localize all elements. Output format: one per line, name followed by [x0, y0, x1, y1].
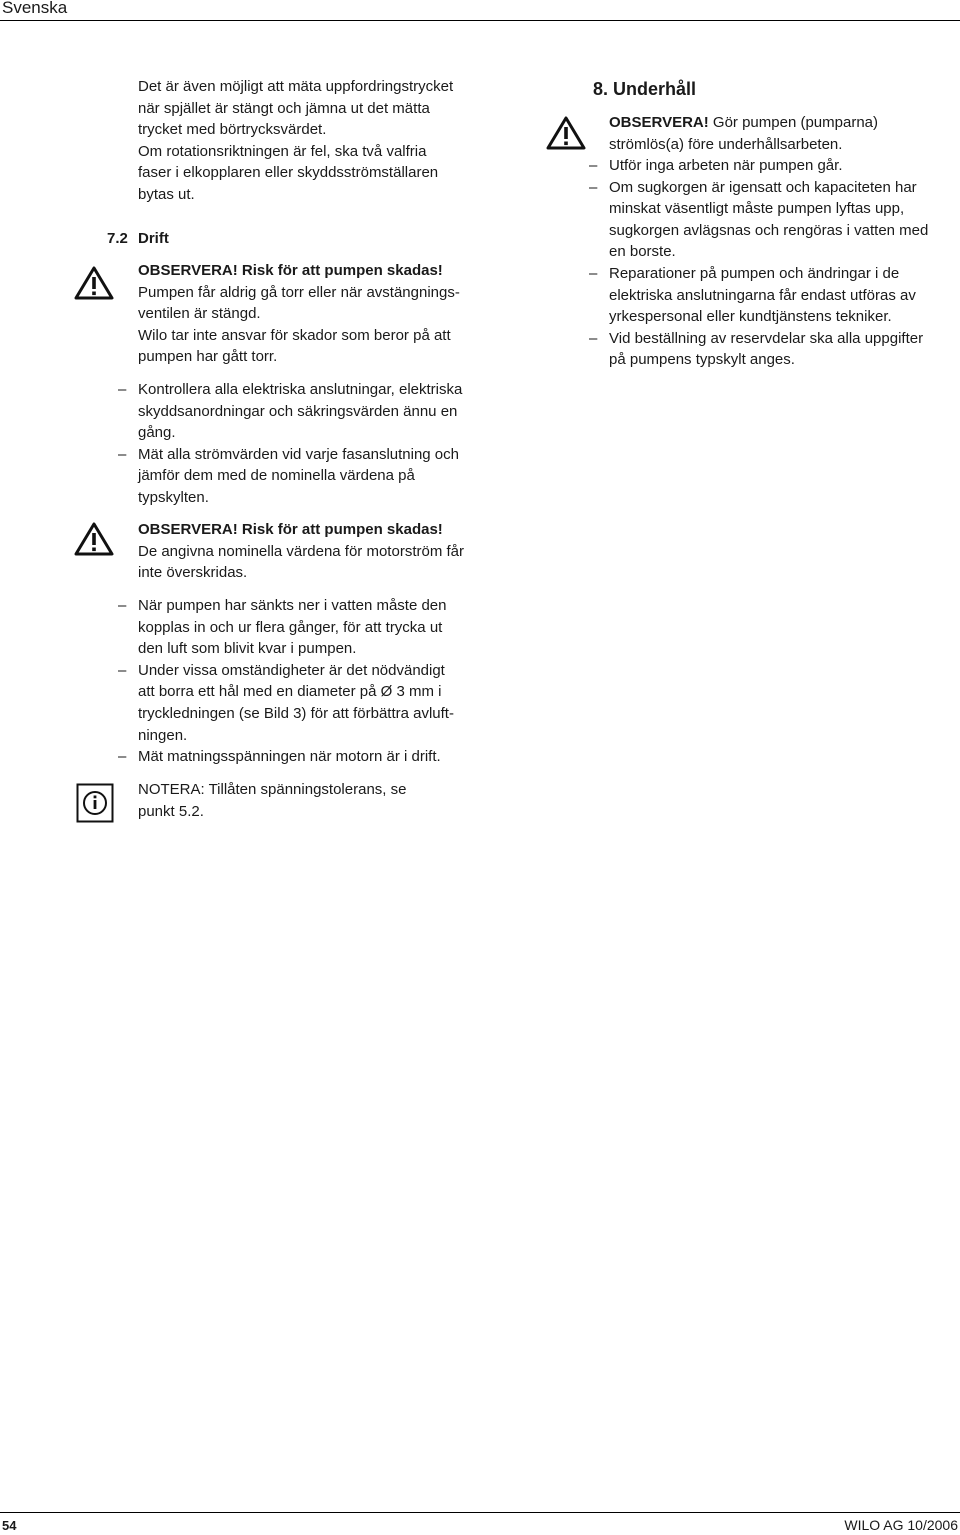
- list-item: [122, 595, 454, 660]
- section-title: Drift: [138, 230, 169, 247]
- warning-heading: OBSERVERA! Risk för att pumpen skadas!: [138, 262, 443, 279]
- footer-divider: [0, 1512, 960, 1513]
- intro-line: trycket med börtrycksvärdet.: [138, 121, 327, 139]
- list-item-line: – Under vissa omständigheter är det nödvändigt: [138, 661, 445, 679]
- intro-line: bytas ut.: [138, 185, 195, 203]
- list-item: [122, 444, 462, 509]
- intro-paragraph: [138, 76, 453, 206]
- list-item-line: gång.: [138, 424, 176, 442]
- list-item-line: jämför dem med de nominella värdena på: [138, 467, 415, 485]
- list-item-line: – Reparationer på pumpen och ändringar i de: [609, 264, 900, 282]
- warning-triangle-icon: [546, 116, 586, 157]
- warning-text: Gör pumpen (pumparna): [708, 114, 878, 131]
- note-block: [138, 779, 406, 822]
- instruction-list: [122, 379, 462, 509]
- list-item-line: yrkespersonal eller kundtjänstens tekniker.: [609, 308, 892, 326]
- intro-line: faser i elkopplaren eller skyddsströmställaren: [138, 164, 439, 182]
- list-item-line: – Utför inga arbeten när pumpen går.: [609, 157, 843, 174]
- list-item-line: den luft som blivit kvar i pumpen.: [138, 640, 357, 658]
- list-item: [593, 328, 928, 371]
- list-item-line: sugkorgen avlägsnas och rengöras i vatten med: [609, 221, 929, 239]
- list-item-line: – Mät alla strömvärden vid varje fasanslutning och: [138, 445, 459, 463]
- warning-line: [609, 112, 878, 134]
- list-item: [593, 177, 928, 263]
- list-item-line: – Om sugkorgen är igensatt och kapaciteten har: [609, 178, 917, 196]
- warning-triangle-icon: [74, 522, 114, 563]
- page-number: 54: [2, 1518, 17, 1533]
- warning-line: ventilen är stängd.: [138, 305, 261, 323]
- intro-line: Om rotationsriktningen är fel, ska två valfria: [138, 142, 427, 160]
- warning-line: inte överskridas.: [138, 564, 248, 582]
- publisher-label: WILO AG 10/2006: [844, 1517, 958, 1533]
- intro-line: när spjället är stängt och jämna ut det mätta: [138, 99, 430, 117]
- warning-line: strömlös(a) före underhållsarbeten.: [609, 135, 843, 153]
- list-item-line: tryckledningen (se Bild 3) för att förbättra avluft-: [138, 704, 454, 722]
- list-item-line: – Mät matningsspänningen när motorn är i drift.: [138, 748, 441, 766]
- list-item: [593, 263, 928, 328]
- list-item-line: att borra ett hål med en diameter på Ø 3 mm i: [138, 683, 442, 701]
- page-header: [0, 0, 960, 21]
- section-number: 7.2: [107, 230, 128, 247]
- list-item-line: en borste.: [609, 243, 676, 261]
- note-line: NOTERA: Tillåten spänningstolerans, se: [138, 781, 407, 798]
- warning-label: OBSERVERA!: [609, 114, 709, 131]
- list-item-line: ningen.: [138, 726, 188, 744]
- intro-line: Det är även möjligt att mäta uppfordringstrycket: [138, 78, 454, 95]
- list-item-line: på pumpens typskylt anges.: [609, 351, 795, 369]
- warning-line: Wilo tar inte ansvar för skador som beror på att: [138, 326, 451, 344]
- warning-line: Pumpen får aldrig gå torr eller när avstängnings-: [138, 283, 460, 301]
- warning-line: pumpen har gått torr.: [138, 348, 278, 366]
- info-icon: [76, 783, 114, 830]
- warning-block: [138, 519, 464, 584]
- list-item-line: – Vid beställning av reservdelar ska alla uppgifter: [609, 329, 924, 347]
- list-item-line: – När pumpen har sänkts ner i vatten måste den: [138, 597, 447, 614]
- section-heading: 8. Underhåll: [593, 79, 697, 99]
- language-label: Svenska: [2, 0, 68, 17]
- list-item-line: minskat väsentligt måste pumpen lyftas upp,: [609, 200, 905, 218]
- note-line: punkt 5.2.: [138, 802, 204, 820]
- list-item-line: – Kontrollera alla elektriska anslutningar, elektriska: [138, 381, 463, 398]
- warning-line: De angivna nominella värdena för motorström får: [138, 542, 464, 560]
- list-item: [122, 379, 462, 444]
- list-item: [122, 746, 454, 768]
- warning-heading: OBSERVERA! Risk för att pumpen skadas!: [138, 521, 443, 538]
- list-item: [593, 155, 928, 177]
- list-item: [122, 660, 454, 746]
- list-item-line: elektriska anslutningarna får endast utföras av: [609, 286, 916, 304]
- list-item-line: skyddsanordningar och säkringsvärden ännu en: [138, 402, 458, 420]
- warning-block: [609, 112, 878, 155]
- instruction-list: [122, 595, 454, 768]
- list-item-line: kopplas in och ur flera gånger, för att trycka ut: [138, 618, 443, 636]
- warning-block: [138, 260, 460, 368]
- maintenance-list: [593, 155, 928, 371]
- warning-triangle-icon: [74, 266, 114, 307]
- list-item-line: typskylten.: [138, 488, 209, 506]
